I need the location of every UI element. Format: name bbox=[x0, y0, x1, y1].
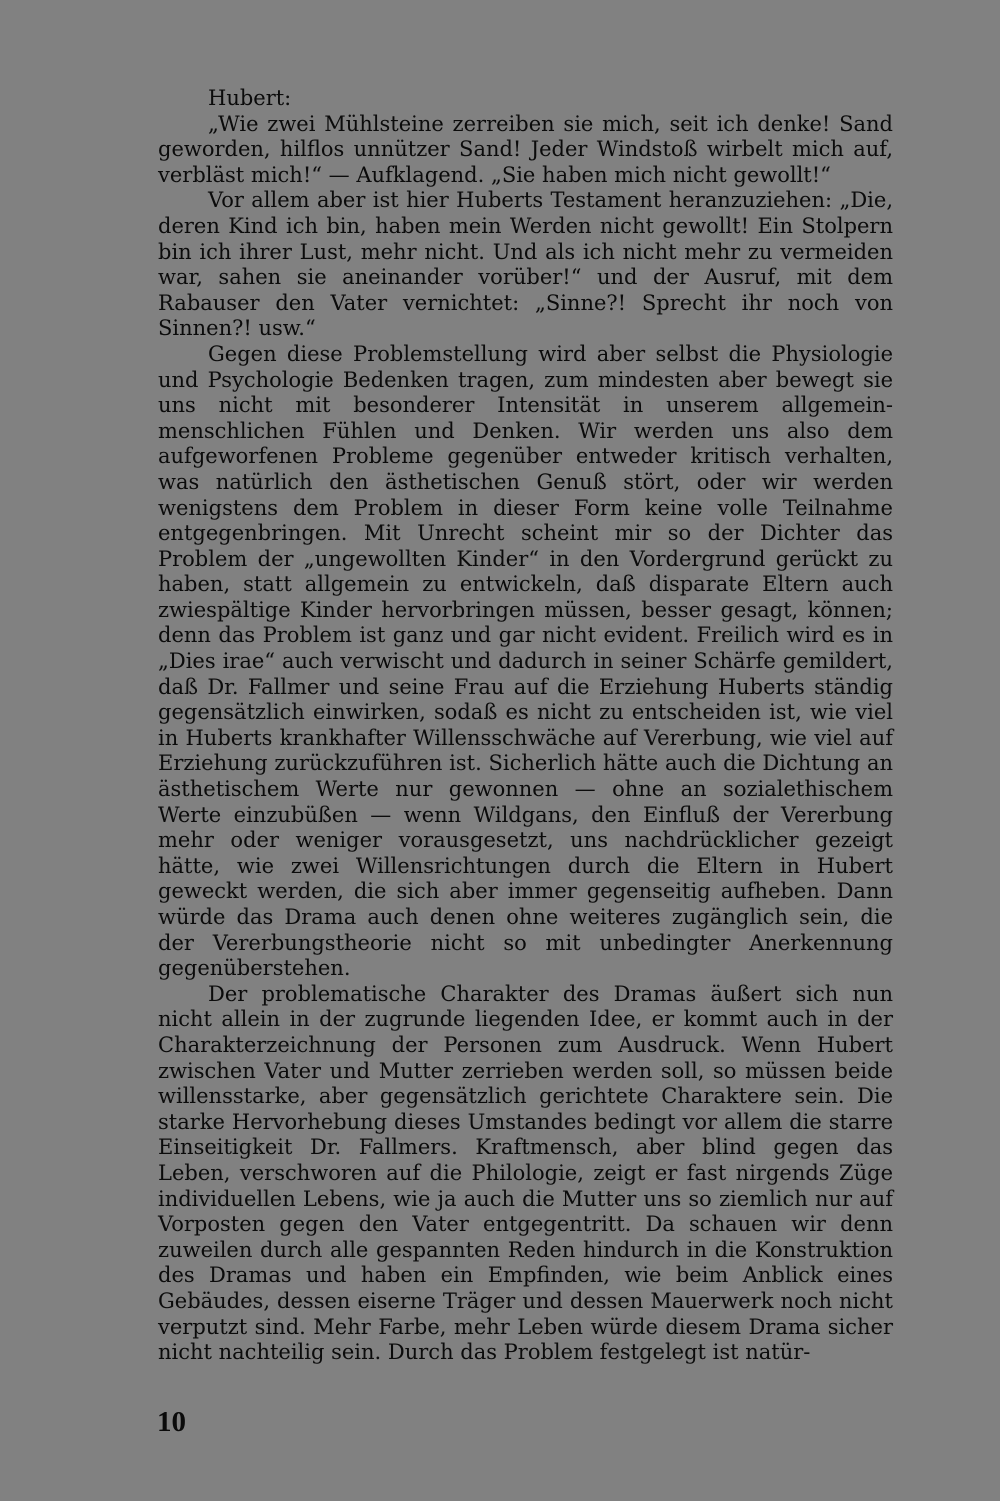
problem-paragraph: Gegen diese Problemstellung wird aber selbst die Physiologie und Psychologie Bedenken tragen, zum mindesten aber bewegt sie uns nicht mit besonderer Intensität in unserem allgemein-menschlichen Fühlen und Denken. Wir werden uns also dem aufgeworfenen Probleme gegenüber entweder kritisch verhalten, was natürlich den ästhetischen Genuß stört, oder wir werden wenigstens dem Problem in dieser Form keine volle Teilnahme entgegenbringen. Mit Unrecht scheint mir so der Dichter das Problem der „ungewollten Kinder“ in den Vordergrund gerückt zu haben, statt allgemein zu entwickeln, daß disparate Eltern auch zwiespältige Kinder hervorbringen müssen, besser gesagt, können; denn das Problem ist ganz und gar nicht evident. Freilich wird es in „Dies irae“ auch verwischt und dadurch in seiner Schärfe gemildert, daß Dr. Fallmer und seine Frau auf die Erziehung Huberts ständig gegensätzlich einwirken, sodaß es nicht zu entscheiden ist, wie viel in Huberts krankhafter Willensschwäche auf Vererbung, wie viel auf Erziehung zurückzuführen ist. Sicherlich hätte auch die Dichtung an ästhetischem Werte nur gewonnen — ohne an sozialethischem Werte einzubüßen — wenn Wildgans, den Einfluß der Vererbung mehr oder weniger vorausgesetzt, uns nachdrücklicher gezeigt hätte, wie zwei Willensrichtungen durch die Eltern in Hubert geweckt werden, die sich aber immer gegenseitig aufheben. Dann würde das Drama auch denen ohne weiteres zugänglich sein, die der Vererbungstheorie nicht so mit unbedingter Anerkennung gegenüberstehen. bbox=[158, 341, 893, 981]
character-paragraph: Der problematische Charakter des Dramas äußert sich nun nicht allein in der zugrunde liegenden Idee, er kommt auch in der Charakterzeichnung der Personen zum Ausdruck. Wenn Hubert zwischen Vater und Mutter zerrieben werden soll, so müssen beide willensstarke, aber gegensätzlich gerichtete Charaktere sein. Die starke Hervorhebung dieses Umstandes bedingt vor allem die starre Einseitigkeit Dr. Fallmers. Kraftmensch, aber blind gegen das Leben, verschworen auf die Philologie, zeigt er fast nirgends Züge individuellen Lebens, wie ja auch die Mutter uns so ziemlich nur auf Vorposten gegen den Vater entgegentritt. Da schauen wir denn zuweilen durch alle gespannten Reden hindurch in die Konstruktion des Dramas und haben ein Empfinden, wie beim Anblick eines Gebäudes, dessen eiserne Träger und dessen Mauerwerk noch nicht verputzt sind. Mehr Farbe, mehr Leben würde diesem Drama sicher nicht nachteilig sein. Durch das Problem festgelegt ist natür- bbox=[158, 981, 893, 1365]
quote-paragraph: „Wie zwei Mühlsteine zerreiben sie mich, seit ich denke! Sand geworden, hilflos unnützer Sand! Jeder Windstoß wirbelt mich auf, verbläst mich!“ — Aufklagend. „Sie haben mich nicht gewollt!“ bbox=[158, 111, 893, 187]
body-text bbox=[158, 86, 893, 1366]
page-number: 10 bbox=[157, 1406, 186, 1438]
testament-paragraph: Vor allem aber ist hier Huberts Testament heranzuziehen: „Die, deren Kind ich bin, haben mein Werden nicht gewollt! Ein Stolpern bin ich ihrer Lust, mehr nicht. Und als ich nicht mehr zu vermeiden war, sahen sie aneinander vorüber!“ und der Ausruf, mit dem Rabauser den Vater vernichtet: „Sinne?! Sprecht ihr noch von Sinnen?! usw.“ bbox=[158, 188, 893, 341]
speaker-label: Hubert: bbox=[208, 86, 292, 110]
